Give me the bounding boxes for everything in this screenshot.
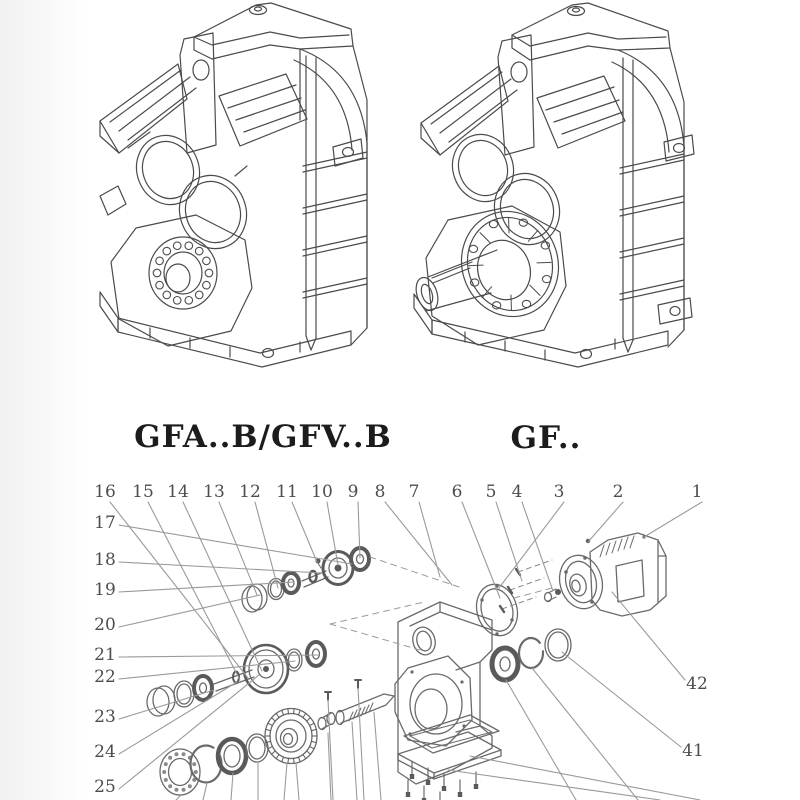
callout-10: 10 <box>311 482 333 502</box>
motor-side-rings <box>492 629 571 680</box>
callout-leader-lines <box>110 502 702 800</box>
callout-13: 13 <box>203 482 225 502</box>
gearbox-drawing-gf <box>412 3 694 367</box>
callout-7: 7 <box>408 482 420 502</box>
gear-housing <box>395 602 492 784</box>
model-label-gfab-gfvb: GFA..B/GFV..B <box>134 419 392 455</box>
callout-20: 20 <box>94 615 116 635</box>
input-shaft-parts <box>242 548 369 612</box>
callout-42: 42 <box>686 674 708 694</box>
callout-5: 5 <box>485 482 497 502</box>
callout-8: 8 <box>374 482 386 502</box>
callout-17: 17 <box>94 513 116 533</box>
intermediate-shaft-parts <box>147 642 325 716</box>
callout-12: 12 <box>239 482 261 502</box>
callout-14: 14 <box>167 482 189 502</box>
callout-21: 21 <box>94 645 116 665</box>
exploded-parts-diagram <box>147 533 666 800</box>
callout-6: 6 <box>451 482 463 502</box>
callout-11: 11 <box>276 482 298 502</box>
callout-15: 15 <box>132 482 154 502</box>
motor-adapter-flange <box>471 580 523 641</box>
callout-18: 18 <box>94 550 116 570</box>
callout-41: 41 <box>682 741 704 761</box>
motor <box>545 533 667 616</box>
callout-3: 3 <box>553 482 565 502</box>
callout-2: 2 <box>612 482 624 502</box>
bearing-slot-ring <box>153 242 213 304</box>
flange-bolts <box>500 560 552 612</box>
gasket-and-cover <box>398 715 501 800</box>
callout-1: 1 <box>691 482 703 502</box>
callout-24: 24 <box>94 742 116 762</box>
gearbox-drawing-gfab-gfvb <box>100 3 367 367</box>
callout-19: 19 <box>94 580 116 600</box>
callout-22: 22 <box>94 667 116 687</box>
callout-9: 9 <box>347 482 359 502</box>
callout-23: 23 <box>94 707 116 727</box>
model-label-gf: GF.. <box>510 420 582 456</box>
callout-16: 16 <box>94 482 116 502</box>
callout-4: 4 <box>511 482 523 502</box>
callout-25: 25 <box>94 777 116 797</box>
